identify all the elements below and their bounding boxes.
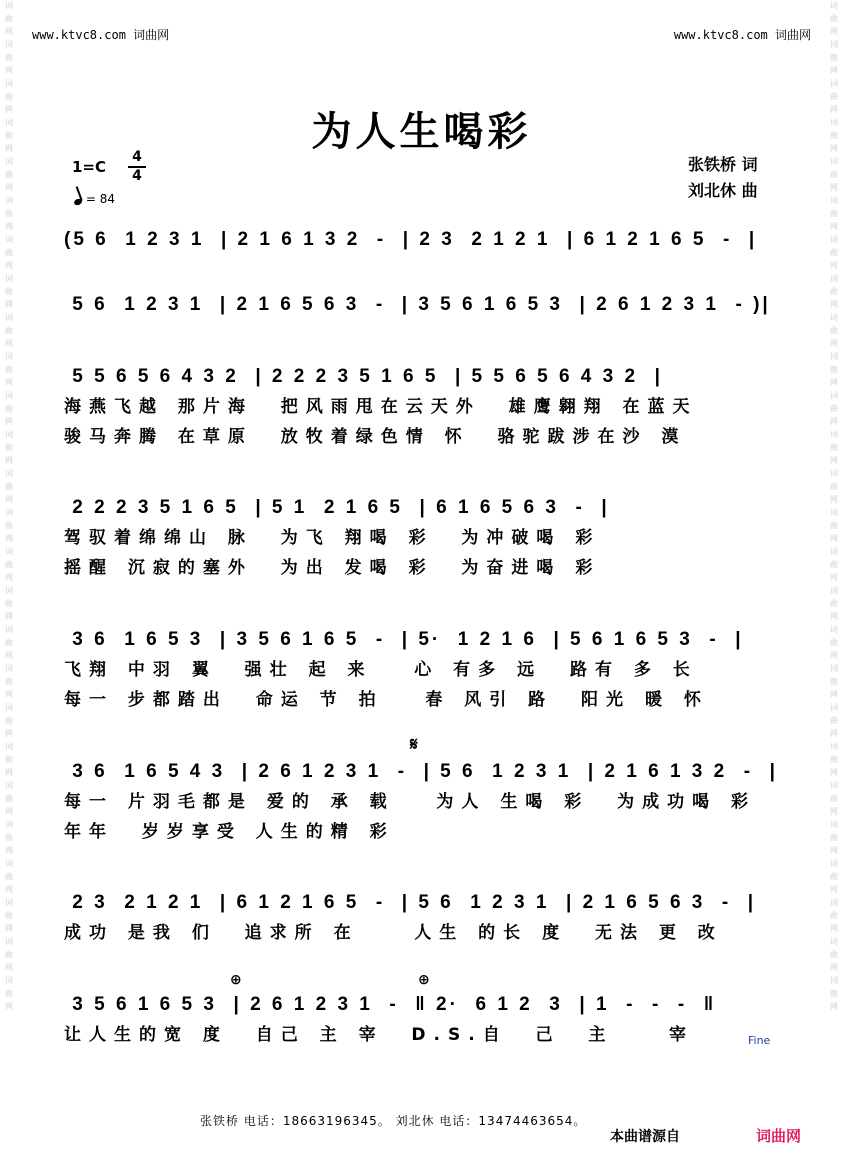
watermark-glyph: 曲 xyxy=(830,677,838,686)
notes-line: 2 2 2 3 5 1 6 5 | 5 1 2 1 6 5 | 6 1 6 5 6 3 - | xyxy=(64,497,610,518)
watermark-glyph: 网 xyxy=(5,66,13,75)
watermark-glyph: 曲 xyxy=(5,599,13,608)
watermark-glyph: 词 xyxy=(5,352,13,361)
watermark-glyph: 曲 xyxy=(830,131,838,140)
coda-sign-icon: ⊕ xyxy=(418,972,430,988)
watermark-glyph: 曲 xyxy=(5,14,13,23)
watermark-glyph: 词 xyxy=(830,625,838,634)
watermark-glyph: 词 xyxy=(5,157,13,166)
watermark-glyph: 网 xyxy=(830,495,838,504)
watermark-glyph: 网 xyxy=(5,612,13,621)
score-row-5 xyxy=(64,625,784,710)
watermark-glyph: 曲 xyxy=(830,872,838,881)
meter-bottom: 4 xyxy=(132,168,142,184)
watermark-glyph: 网 xyxy=(830,105,838,114)
watermark-glyph: 曲 xyxy=(830,989,838,998)
contact-info: 张铁桥 电话：18663196345。 刘北休 电话：13474463654。 xyxy=(200,1114,587,1128)
watermark-glyph: 网 xyxy=(5,924,13,933)
watermark-glyph: 网 xyxy=(5,339,13,348)
lyric-verse-2: 年年 岁岁享受 人生的精 彩 xyxy=(64,822,395,842)
score-row-7 xyxy=(64,888,784,943)
watermark-glyph: 曲 xyxy=(5,911,13,920)
watermark-glyph: 词 xyxy=(830,430,838,439)
watermark-glyph: 词 xyxy=(830,937,838,946)
watermark-glyph: 词 xyxy=(5,976,13,985)
notes-line: 5 5 6 5 6 4 3 2 | 2 2 2 3 5 1 6 5 | 5 5 6 5 6 4 3 2 | xyxy=(64,366,663,387)
watermark-glyph: 曲 xyxy=(5,872,13,881)
watermark-glyph: 网 xyxy=(5,690,13,699)
watermark-left xyxy=(0,0,18,1172)
watermark-glyph: 曲 xyxy=(5,365,13,374)
time-signature xyxy=(128,150,146,184)
watermark-glyph: 词 xyxy=(830,40,838,49)
watermark-glyph: 网 xyxy=(5,27,13,36)
watermark-glyph: 网 xyxy=(830,183,838,192)
watermark-glyph: 网 xyxy=(5,183,13,192)
watermark-glyph: 词 xyxy=(5,859,13,868)
tempo-marking xyxy=(74,192,115,206)
watermark-glyph: 网 xyxy=(830,300,838,309)
watermark-glyph: 曲 xyxy=(5,53,13,62)
watermark-glyph: 词 xyxy=(5,1,13,10)
watermark-glyph: 网 xyxy=(830,66,838,75)
watermark-glyph: 曲 xyxy=(5,248,13,257)
lyric-verse-2: 摇醒 沉寂的塞外 为出 发喝 彩 为奋进喝 彩 xyxy=(64,558,601,578)
key-signature: 1=C xyxy=(72,158,107,176)
tempo-value: = 84 xyxy=(85,192,115,206)
watermark-glyph: 网 xyxy=(830,963,838,972)
watermark-glyph: 曲 xyxy=(830,716,838,725)
watermark-glyph: 词 xyxy=(5,40,13,49)
watermark-glyph: 网 xyxy=(5,417,13,426)
watermark-glyph: 词 xyxy=(830,703,838,712)
watermark-glyph: 词 xyxy=(5,625,13,634)
watermark-glyph: 网 xyxy=(5,222,13,231)
watermark-glyph: 曲 xyxy=(5,989,13,998)
watermark-glyph: 曲 xyxy=(5,794,13,803)
credits xyxy=(688,152,758,204)
watermark-glyph: 曲 xyxy=(830,365,838,374)
watermark-glyph: 词 xyxy=(830,664,838,673)
watermark-glyph: 词 xyxy=(5,820,13,829)
watermark-glyph: 网 xyxy=(830,144,838,153)
watermark-glyph: 网 xyxy=(830,729,838,738)
meter-top: 4 xyxy=(132,149,142,165)
fine-marking: Fine xyxy=(748,1034,771,1047)
watermark-glyph: 网 xyxy=(5,144,13,153)
segno-sign-icon: 𝄋 xyxy=(410,734,418,755)
watermark-right xyxy=(825,0,843,1172)
site-url-left[interactable]: www.ktvc8.com 词曲网 xyxy=(32,28,170,42)
watermark-glyph: 曲 xyxy=(830,287,838,296)
composer: 刘北休 曲 xyxy=(688,181,758,200)
watermark-glyph: 词 xyxy=(5,391,13,400)
watermark-glyph: 网 xyxy=(830,534,838,543)
watermark-glyph: 词 xyxy=(830,898,838,907)
watermark-glyph: 词 xyxy=(830,391,838,400)
watermark-glyph: 网 xyxy=(5,378,13,387)
watermark-glyph: 曲 xyxy=(5,287,13,296)
watermark-glyph: 曲 xyxy=(5,677,13,686)
watermark-glyph: 曲 xyxy=(830,638,838,647)
watermark-glyph: 词 xyxy=(5,937,13,946)
watermark-glyph: 词 xyxy=(830,742,838,751)
lyric-verse-2: 骏马奔腾 在草原 放牧着绿色情 怀 骆驼跋涉在沙 漠 xyxy=(64,427,687,447)
watermark-glyph: 曲 xyxy=(830,248,838,257)
watermark-glyph: 网 xyxy=(5,846,13,855)
watermark-glyph: 词 xyxy=(830,781,838,790)
watermark-glyph: 网 xyxy=(830,690,838,699)
watermark-glyph: 曲 xyxy=(830,443,838,452)
watermark-glyph: 词 xyxy=(5,469,13,478)
watermark-glyph: 曲 xyxy=(5,131,13,140)
notes-line: 3 5 6 1 6 5 3 | 2 6 1 2 3 1 - ‖ 2· 6 1 2 3 | 1 - - - ‖ xyxy=(64,994,717,1015)
watermark-glyph: 词 xyxy=(830,274,838,283)
watermark-glyph: 曲 xyxy=(830,950,838,959)
brand-logo[interactable]: 词曲网 xyxy=(756,1127,802,1145)
lyricist: 张铁桥 词 xyxy=(688,155,758,174)
watermark-glyph: 曲 xyxy=(5,755,13,764)
lyric-verse-1: 驾驭着绵绵山 脉 为飞 翔喝 彩 为冲破喝 彩 xyxy=(64,528,601,548)
lyric-verse-1: 成功 是我 们 追求所 在 人生 的长 度 无法 更 改 xyxy=(64,923,723,943)
watermark-glyph: 词 xyxy=(5,79,13,88)
watermark-glyph: 网 xyxy=(830,885,838,894)
watermark-glyph: 词 xyxy=(830,118,838,127)
site-url-right[interactable]: www.ktvc8.com 词曲网 xyxy=(673,28,811,42)
watermark-glyph: 网 xyxy=(5,105,13,114)
lyric-verse-1: 海燕飞越 那片海 把风雨甩在云天外 雄鹰翱翔 在蓝天 xyxy=(64,397,698,417)
watermark-glyph: 曲 xyxy=(830,404,838,413)
notes-line: 3 6 1 6 5 3 | 3 5 6 1 6 5 - | 5· 1 2 1 6 | 5 6 1 6 5 3 - | xyxy=(64,629,744,650)
watermark-glyph: 曲 xyxy=(830,755,838,764)
watermark-glyph: 网 xyxy=(5,456,13,465)
watermark-glyph: 词 xyxy=(5,508,13,517)
watermark-glyph: 曲 xyxy=(830,170,838,179)
watermark-glyph: 网 xyxy=(5,1002,13,1011)
watermark-glyph: 网 xyxy=(830,573,838,582)
watermark-glyph: 网 xyxy=(5,729,13,738)
watermark-glyph: 网 xyxy=(830,339,838,348)
watermark-glyph: 曲 xyxy=(830,521,838,530)
watermark-glyph: 网 xyxy=(830,261,838,270)
watermark-glyph: 网 xyxy=(830,456,838,465)
watermark-glyph: 词 xyxy=(830,352,838,361)
source-label: 本曲谱源自 xyxy=(610,1129,680,1145)
watermark-glyph: 词 xyxy=(830,508,838,517)
watermark-glyph: 网 xyxy=(830,846,838,855)
watermark-glyph: 词 xyxy=(5,196,13,205)
watermark-glyph: 词 xyxy=(830,196,838,205)
watermark-glyph: 网 xyxy=(5,300,13,309)
watermark-glyph: 曲 xyxy=(5,521,13,530)
watermark-glyph: 曲 xyxy=(830,482,838,491)
watermark-glyph: 网 xyxy=(830,27,838,36)
notes-line: 5 6 1 2 3 1 | 2 1 6 5 6 3 - | 3 5 6 1 6 5 3 | 2 6 1 2 3 1 - )| xyxy=(64,294,771,315)
watermark-glyph: 网 xyxy=(5,807,13,816)
lyric-verse-1: 让人生的宽 度 自己 主 宰 D.S.自 己 主 宰 xyxy=(64,1025,695,1045)
watermark-glyph: 网 xyxy=(830,222,838,231)
watermark-glyph: 曲 xyxy=(5,443,13,452)
watermark-glyph: 网 xyxy=(830,1002,838,1011)
song-title: 为人生喝彩 xyxy=(311,109,532,155)
watermark-glyph: 网 xyxy=(5,261,13,270)
watermark-glyph: 曲 xyxy=(830,560,838,569)
watermark-glyph: 词 xyxy=(5,235,13,244)
notes-line: 3 6 1 6 5 4 3 | 2 6 1 2 3 1 - | 5 6 1 2 3 1 | 2 1 6 1 3 2 - | xyxy=(64,761,778,782)
watermark-glyph: 曲 xyxy=(830,833,838,842)
notes-line: 2 3 2 1 2 1 | 6 1 2 1 6 5 - | 5 6 1 2 3 1 | 2 1 6 5 6 3 - | xyxy=(64,892,757,913)
watermark-glyph: 网 xyxy=(830,417,838,426)
watermark-glyph: 曲 xyxy=(830,14,838,23)
lyric-verse-1: 每一 片羽毛都是 爱的 承 载 为人 生喝 彩 为成功喝 彩 xyxy=(64,792,757,812)
watermark-glyph: 词 xyxy=(830,820,838,829)
watermark-glyph: 词 xyxy=(830,1,838,10)
watermark-glyph: 网 xyxy=(830,768,838,777)
watermark-glyph: 网 xyxy=(830,651,838,660)
lyric-verse-1: 飞翔 中羽 翼 强壮 起 来 心 有多 远 路有 多 长 xyxy=(64,660,698,680)
watermark-glyph: 网 xyxy=(830,924,838,933)
watermark-glyph: 网 xyxy=(830,378,838,387)
watermark-glyph: 曲 xyxy=(5,170,13,179)
lyric-verse-2: 每一 步都踏出 命运 节 拍 春 风引 路 阳光 暖 怀 xyxy=(64,690,709,710)
watermark-glyph: 词 xyxy=(830,157,838,166)
watermark-glyph: 曲 xyxy=(830,53,838,62)
watermark-glyph: 网 xyxy=(5,495,13,504)
watermark-glyph: 词 xyxy=(830,547,838,556)
watermark-glyph: 网 xyxy=(5,768,13,777)
watermark-glyph: 网 xyxy=(5,534,13,543)
watermark-glyph: 曲 xyxy=(5,716,13,725)
watermark-glyph: 网 xyxy=(830,807,838,816)
watermark-glyph: 网 xyxy=(5,885,13,894)
watermark-glyph: 曲 xyxy=(830,599,838,608)
watermark-glyph: 曲 xyxy=(830,92,838,101)
watermark-glyph: 曲 xyxy=(5,560,13,569)
score-row-2 xyxy=(64,290,784,320)
watermark-glyph: 网 xyxy=(5,651,13,660)
watermark-glyph: 曲 xyxy=(5,209,13,218)
notes-line: (5 6 1 2 3 1 | 2 1 6 1 3 2 - | 2 3 2 1 2 1 | 6 1 2 1 6 5 - | xyxy=(64,229,758,250)
watermark-glyph: 词 xyxy=(5,547,13,556)
watermark-glyph: 词 xyxy=(5,898,13,907)
watermark-glyph: 词 xyxy=(5,118,13,127)
score-row-3 xyxy=(64,362,784,447)
watermark-glyph: 词 xyxy=(830,976,838,985)
watermark-glyph: 曲 xyxy=(830,911,838,920)
watermark-glyph: 曲 xyxy=(5,92,13,101)
watermark-glyph: 词 xyxy=(5,274,13,283)
watermark-glyph: 词 xyxy=(5,742,13,751)
watermark-glyph: 曲 xyxy=(830,794,838,803)
watermark-glyph: 曲 xyxy=(5,326,13,335)
score-row-6 xyxy=(64,757,784,842)
coda-sign-icon: ⊕ xyxy=(230,972,242,988)
score-row-1 xyxy=(64,225,784,255)
watermark-glyph: 词 xyxy=(5,703,13,712)
watermark-glyph: 词 xyxy=(5,664,13,673)
watermark-glyph: 词 xyxy=(5,430,13,439)
score-row-4 xyxy=(64,493,784,578)
watermark-glyph: 词 xyxy=(830,859,838,868)
watermark-glyph: 词 xyxy=(830,586,838,595)
watermark-glyph: 曲 xyxy=(830,326,838,335)
watermark-glyph: 曲 xyxy=(5,638,13,647)
watermark-glyph: 曲 xyxy=(5,833,13,842)
watermark-glyph: 曲 xyxy=(5,950,13,959)
watermark-glyph: 词 xyxy=(830,235,838,244)
watermark-glyph: 网 xyxy=(5,573,13,582)
watermark-glyph: 网 xyxy=(830,612,838,621)
quarter-note-icon xyxy=(73,198,83,206)
watermark-glyph: 词 xyxy=(5,313,13,322)
watermark-glyph: 网 xyxy=(5,963,13,972)
watermark-glyph: 词 xyxy=(830,79,838,88)
watermark-glyph: 曲 xyxy=(5,404,13,413)
watermark-glyph: 词 xyxy=(830,313,838,322)
watermark-glyph: 曲 xyxy=(830,209,838,218)
watermark-glyph: 词 xyxy=(830,469,838,478)
watermark-glyph: 词 xyxy=(5,781,13,790)
watermark-glyph: 词 xyxy=(5,586,13,595)
watermark-glyph: 曲 xyxy=(5,482,13,491)
